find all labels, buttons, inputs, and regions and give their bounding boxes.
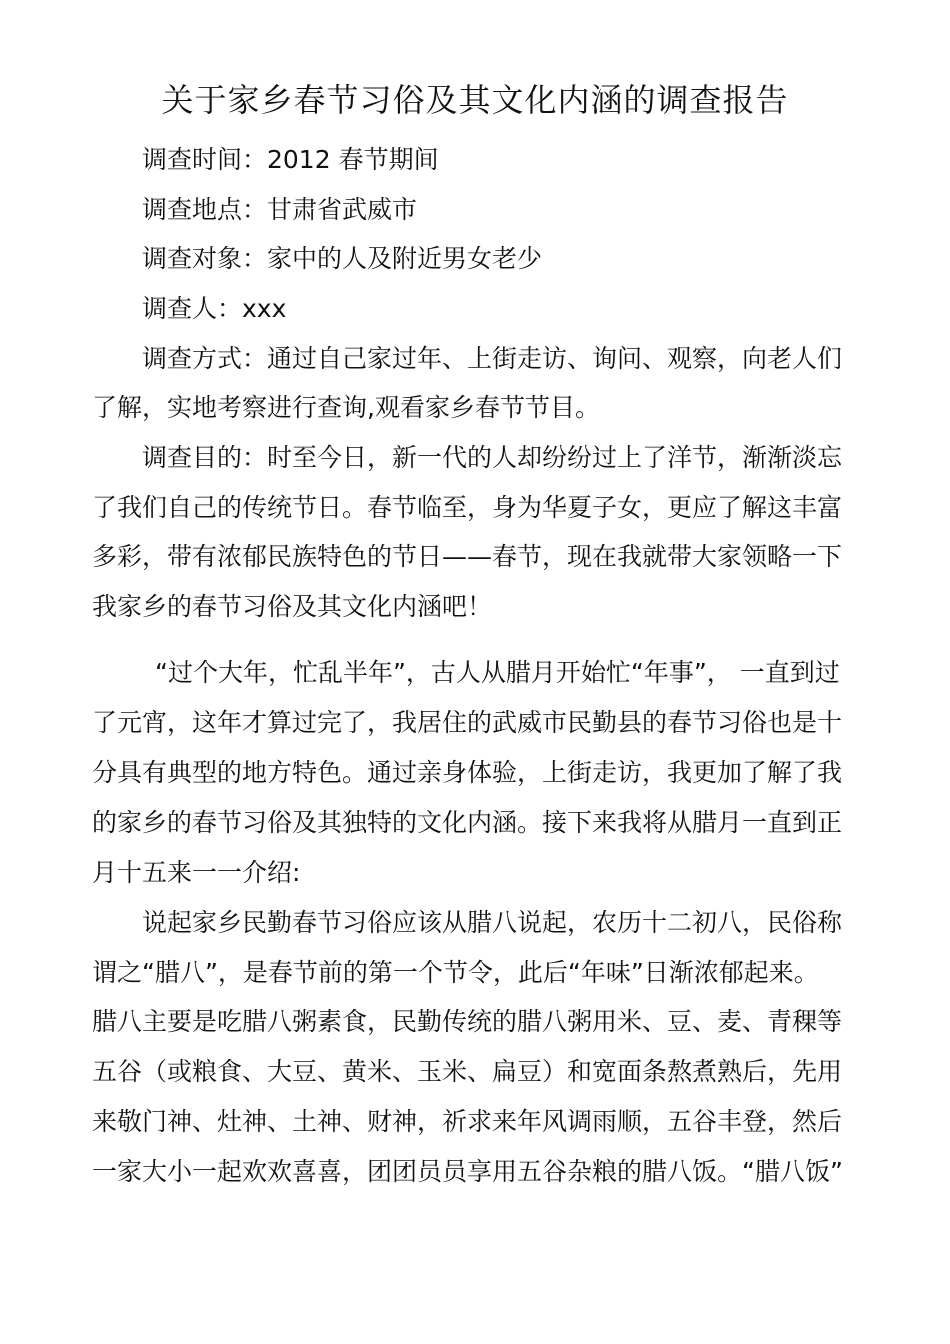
paragraph-line: 来敬门神、灶神、土神、财神，祈求来年风调雨顺，五谷丰登，然后 xyxy=(92,1107,843,1136)
survey-time-line: 调查时间：2012 春节期间 xyxy=(142,145,439,174)
paragraph-line: 腊八主要是吃腊八粥素食，民勤传统的腊八粥用米、豆、麦、青稞等 xyxy=(92,1007,843,1036)
document-title: 关于家乡春节习俗及其文化内涵的调查报告 xyxy=(161,81,789,119)
survey-subject-line: 调查对象：家中的人及附近男女老少 xyxy=(142,244,543,273)
paragraph-line: 的家乡的春节习俗及其独特的文化内涵。接下来我将从腊月一直到正 xyxy=(92,808,843,837)
paragraph-line: 一家大小一起欢欢喜喜，团团员员享用五谷杂粮的腊八饭。“腊八饭” xyxy=(92,1157,843,1186)
paragraph-line: 说起家乡民勤春节习俗应该从腊八说起，农历十二初八，民俗称 xyxy=(142,908,843,937)
paragraph-line: 我家乡的春节习俗及其文化内涵吧！ xyxy=(92,592,493,621)
paragraph-line: 月十五来一一介绍: xyxy=(92,858,301,887)
paragraph-line: “过个大年，忙乱半年”，古人从腊月开始忙“年事”， 一直到过 xyxy=(155,658,840,687)
paragraph-line: 了解，实地考察进行查询,观看家乡春节节目。 xyxy=(92,393,600,422)
paragraph-line: 多彩，带有浓郁民族特色的节日——春节，现在我就带大家领略一下 xyxy=(92,542,843,571)
paragraph-line: 五谷（或粮食、大豆、黄米、玉米、扁豆）和宽面条熬煮熟后，先用 xyxy=(92,1057,843,1086)
surveyor-line: 调查人：xxx xyxy=(142,294,287,323)
survey-location-line: 调查地点：甘肃省武威市 xyxy=(142,195,418,224)
paragraph-line: 调查目的：时至今日，新一代的人却纷纷过上了洋节，渐渐淡忘 xyxy=(142,443,843,472)
paragraph-line: 了元宵，这年才算过完了，我居住的武威市民勤县的春节习俗也是十 xyxy=(92,708,843,737)
paragraph-line: 谓之“腊八”，是春节前的第一个节令，此后“年味”日渐浓郁起来。 xyxy=(92,958,819,987)
paragraph-line: 了我们自己的传统节日。春节临至，身为华夏子女，更应了解这丰富 xyxy=(92,493,843,522)
paragraph-line: 调查方式：通过自己家过年、上街走访、询问、观察，向老人们 xyxy=(142,344,843,373)
paragraph-line: 分具有典型的地方特色。通过亲身体验，上街走访，我更加了解了我 xyxy=(92,758,843,787)
